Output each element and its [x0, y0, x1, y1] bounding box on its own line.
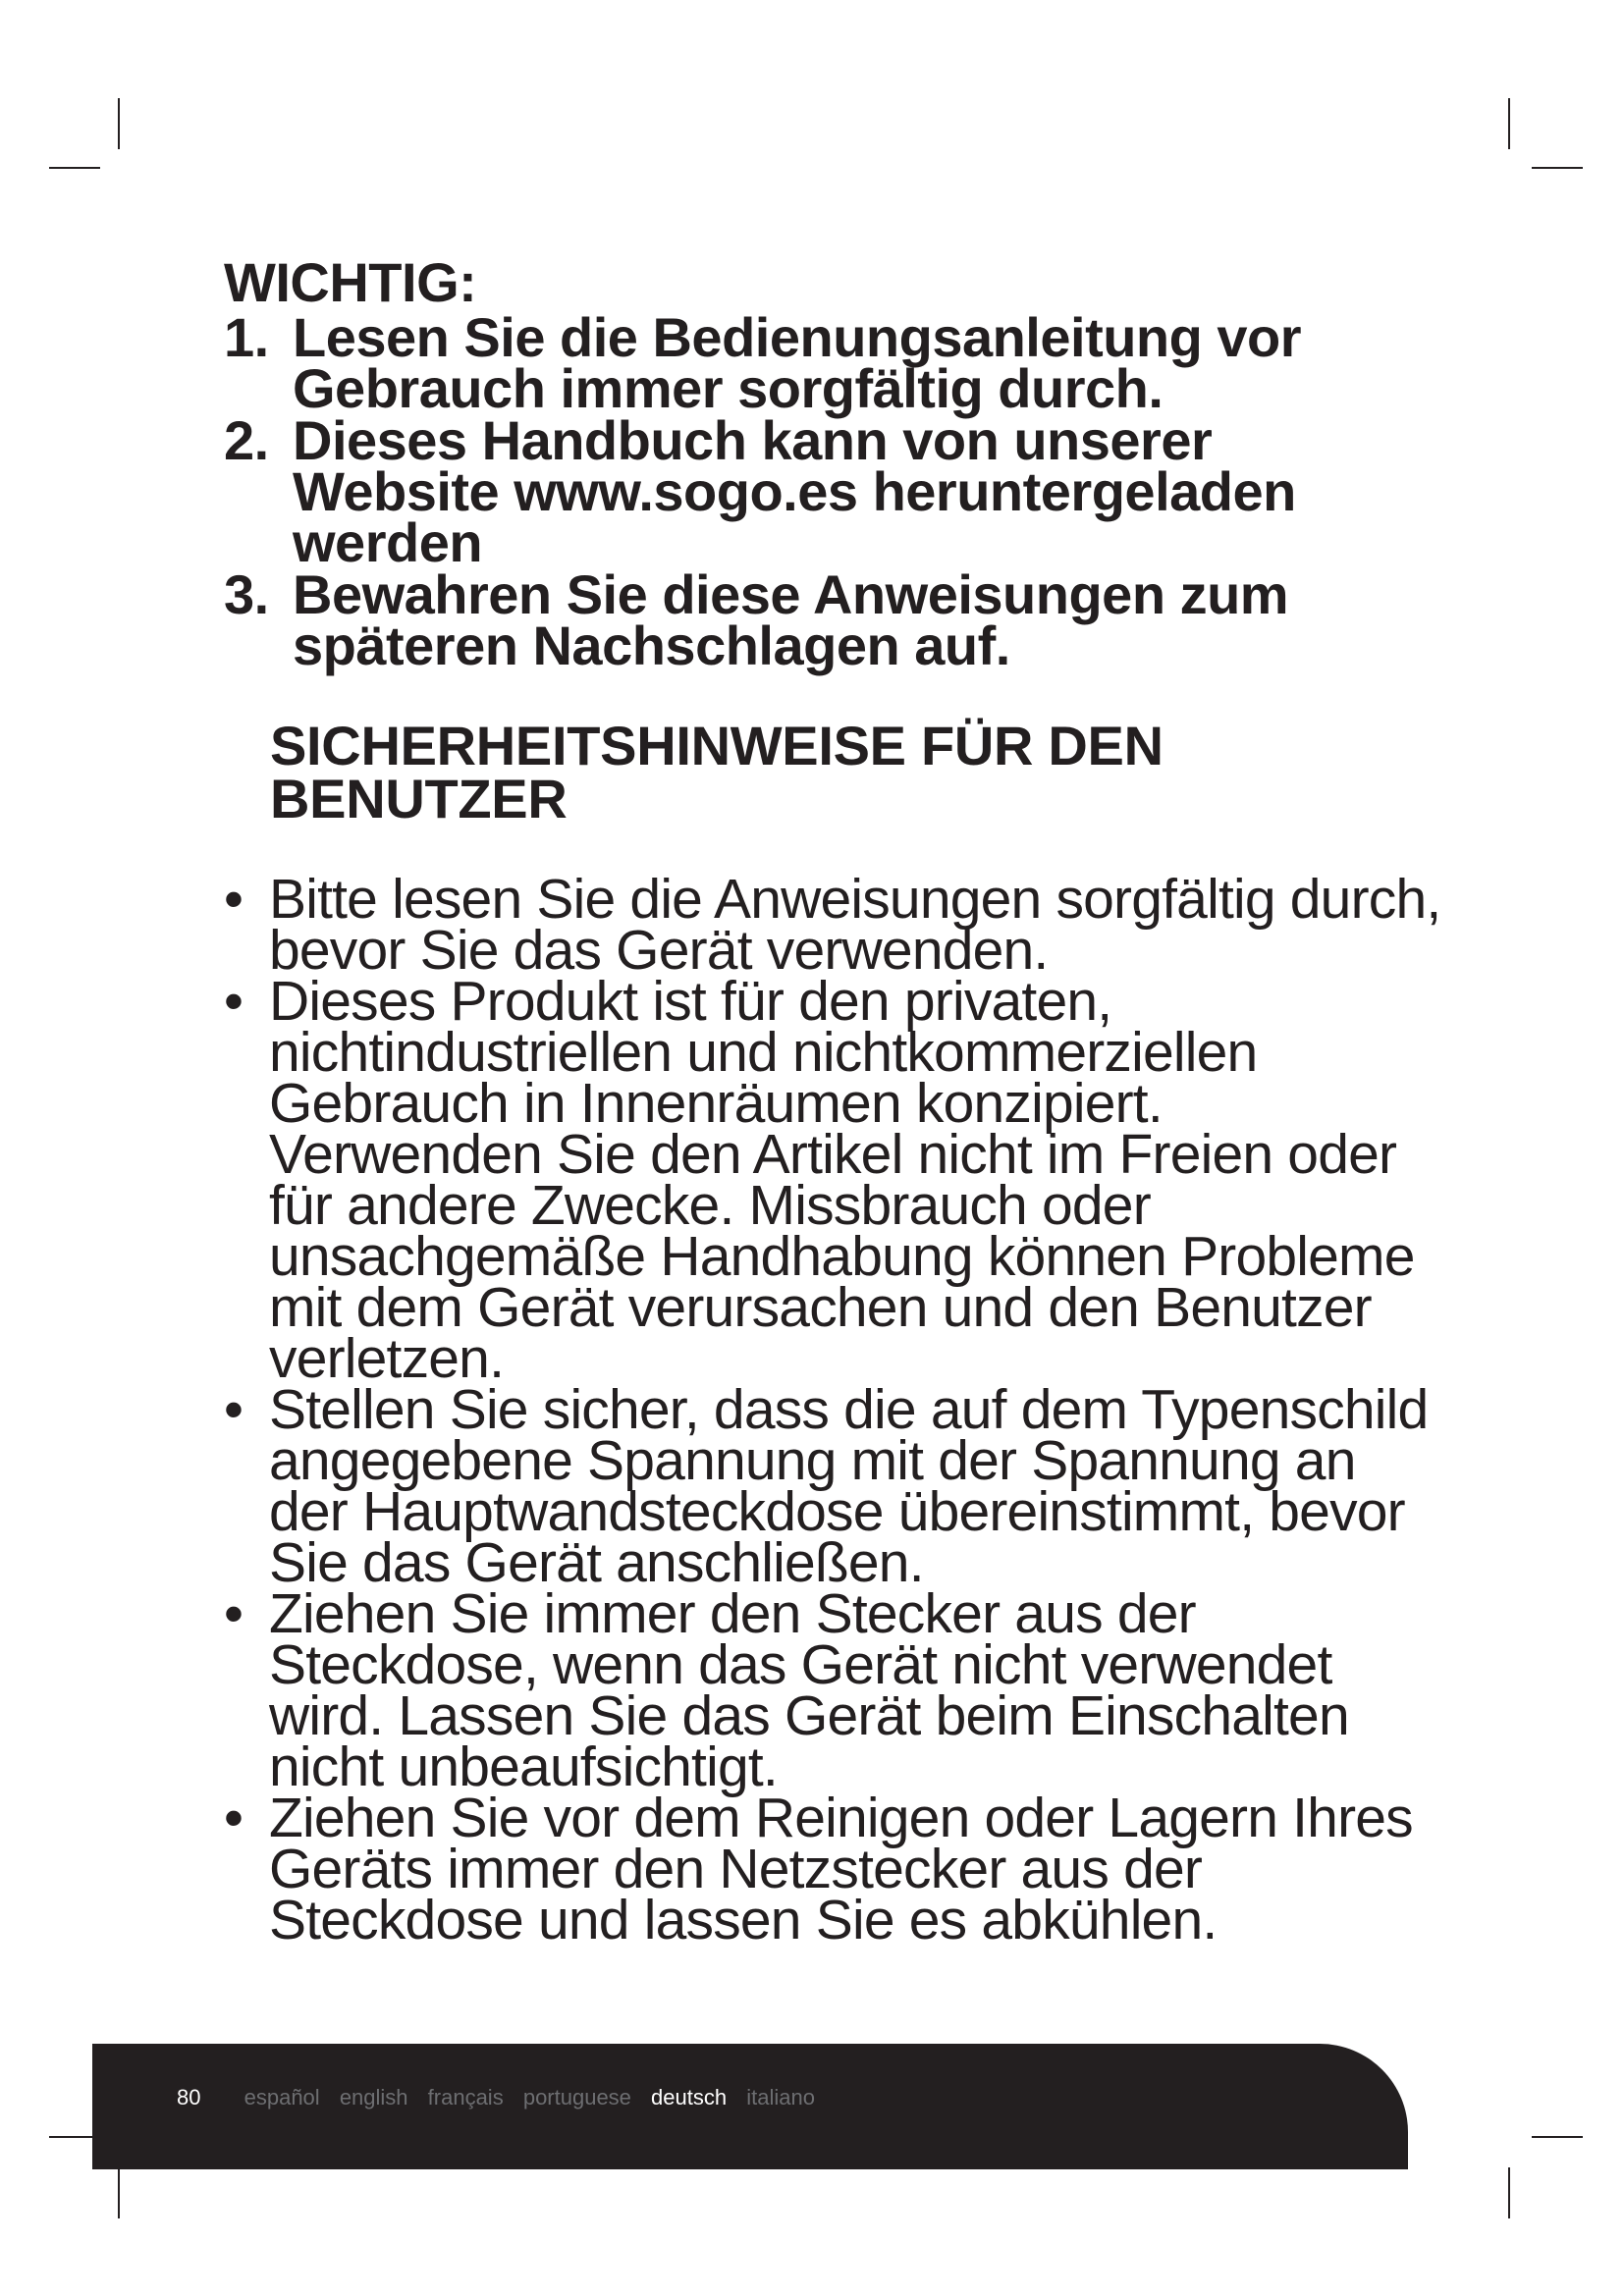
- bullet-icon: •: [224, 970, 244, 1033]
- list-item-text: Bitte lesen Sie die Anweisungen sorgfältig durch, bevor Sie das Gerät verwenden.: [269, 868, 1441, 982]
- list-item-text: Stellen Sie sicher, dass die auf dem Typenschild angegebene Spannung mit der Spannung an der Hauptwandsteckdose übereinstimmt, bevor Sie das Gerät anschließen.: [269, 1378, 1429, 1594]
- list-item-text: Ziehen Sie immer den Stecker aus der Steckdose, wenn das Gerät nicht verwendet wird. Lassen Sie das Gerät beim Einschalten nicht unbeaufsichtigt.: [269, 1582, 1349, 1798]
- language-portuguese[interactable]: portuguese: [522, 2085, 631, 2109]
- crop-mark-top-right-horizontal: [1532, 167, 1583, 169]
- list-item: [224, 970, 1441, 1390]
- language-espanol[interactable]: español: [244, 2085, 320, 2109]
- crop-mark-top-left-vertical: [118, 98, 120, 149]
- list-item: [224, 1378, 1441, 1594]
- item-number: 2.: [224, 409, 269, 471]
- crop-mark-bottom-right-horizontal: [1532, 2136, 1583, 2138]
- language-francais[interactable]: français: [427, 2085, 504, 2109]
- important-item: [224, 306, 1432, 419]
- list-item-text: Ziehen Sie vor dem Reinigen oder Lagern Ihres Geräts immer den Netzstecker aus der Steckdose und lassen Sie es abkühlen.: [269, 1787, 1413, 1951]
- item-text: Bewahren Sie diese Anweisungen zum späteren Nachschlagen auf.: [293, 563, 1289, 676]
- page-number: 80: [177, 2085, 201, 2109]
- important-item: [224, 409, 1432, 573]
- bullet-icon: •: [224, 1787, 244, 1849]
- important-item: [224, 563, 1432, 676]
- important-heading: WICHTIG:: [224, 251, 477, 313]
- list-item: [224, 1582, 1441, 1798]
- crop-mark-bottom-right-vertical: [1508, 2167, 1510, 2218]
- item-text: Lesen Sie die Bedienungsanleitung vor Gebrauch immer sorgfältig durch.: [293, 306, 1302, 419]
- language-deutsch[interactable]: deutsch: [651, 2085, 728, 2109]
- safety-section-title: SICHERHEITSHINWEISE FÜR DEN BENUTZER: [270, 715, 1164, 829]
- list-item-text: Dieses Produkt ist für den privaten, nichtindustriellen und nichtkommerziellen Gebrauch in Innenräumen konzipiert. Verwenden Sie den Artikel nicht im Freien oder für andere Zwecke. Missbrauch oder unsachgemäße Handhabung können Probleme mit dem Gerät verursachen und den Benutzer verletzen.: [269, 970, 1415, 1390]
- safety-list: [224, 868, 1441, 1951]
- bullet-icon: •: [224, 1582, 244, 1645]
- language-english[interactable]: english: [339, 2085, 408, 2109]
- item-number: 3.: [224, 563, 269, 625]
- list-item: [224, 868, 1441, 982]
- list-item: [224, 1787, 1441, 1951]
- footer-language-nav: [177, 2085, 829, 2110]
- crop-mark-top-left-horizontal: [49, 167, 100, 169]
- item-text: Dieses Handbuch kann von unserer Website www.sogo.es heruntergeladen werden: [293, 409, 1296, 573]
- crop-mark-bottom-left-vertical: [118, 2167, 120, 2218]
- bullet-icon: •: [224, 1378, 244, 1441]
- crop-mark-top-right-vertical: [1508, 98, 1510, 149]
- footer-bar: [92, 2044, 1408, 2169]
- item-number: 1.: [224, 306, 269, 368]
- bullet-icon: •: [224, 868, 244, 931]
- language-italiano[interactable]: italiano: [746, 2085, 815, 2109]
- important-list: [224, 306, 1432, 676]
